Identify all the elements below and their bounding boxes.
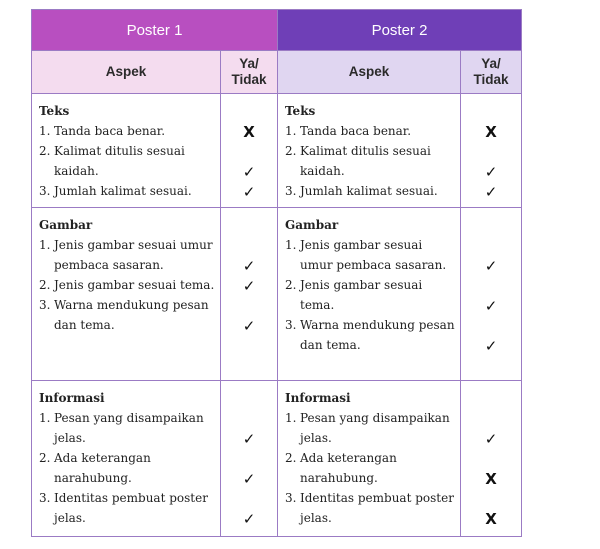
- item-number: 3.: [285, 318, 297, 332]
- section-title: Gambar: [39, 218, 93, 232]
- poster2-teks-marks: [461, 94, 522, 208]
- item-number: 1.: [285, 124, 297, 138]
- aspect-item: [39, 275, 216, 295]
- poster2-aspek-header: Aspek: [278, 51, 461, 94]
- item-text: Ada keterangan narahubung.: [54, 451, 151, 485]
- check-mark-icon: ✓: [242, 469, 256, 488]
- poster1-aspek-header: Aspek: [32, 51, 221, 94]
- aspect-item: [285, 121, 456, 141]
- poster1-gambar-marks: [221, 208, 278, 381]
- tidak-label: Tidak: [231, 72, 267, 87]
- item-text: Tanda baca benar.: [54, 124, 166, 138]
- poster2-gambar-section: [278, 208, 461, 381]
- tidak-label: Tidak: [473, 72, 509, 87]
- poster-comparison-table: [31, 9, 522, 537]
- aspect-item: [39, 408, 216, 448]
- item-number: 1.: [285, 238, 297, 252]
- item-number: 1.: [39, 411, 51, 425]
- section-title: Teks: [39, 104, 70, 118]
- poster1-header: Poster 1: [32, 10, 278, 51]
- item-number: 3.: [285, 184, 297, 198]
- item-number: 3.: [39, 491, 51, 505]
- check-mark-icon: ✓: [242, 182, 256, 201]
- aspect-item: [39, 141, 216, 181]
- aspect-item: [39, 448, 216, 488]
- section-title: Gambar: [285, 218, 339, 232]
- item-number: 2.: [285, 278, 297, 292]
- item-number: 2.: [39, 451, 51, 465]
- check-mark-icon: ✓: [484, 296, 498, 315]
- item-number: 3.: [285, 491, 297, 505]
- aspect-item: [285, 315, 456, 355]
- aspect-item: [39, 121, 216, 141]
- check-mark-icon: ✓: [242, 276, 256, 295]
- aspect-item: [39, 181, 216, 201]
- item-text: Jenis gambar sesuai tema.: [300, 278, 423, 312]
- cross-mark-icon: X: [243, 122, 255, 141]
- check-mark-icon: ✓: [242, 509, 256, 528]
- cross-mark-icon: X: [485, 122, 497, 141]
- item-text: Jumlah kalimat sesuai.: [300, 184, 438, 198]
- poster1-informasi-section: [32, 381, 221, 537]
- item-number: 2.: [285, 144, 297, 158]
- aspect-item: [285, 181, 456, 201]
- section-title: Informasi: [39, 391, 105, 405]
- item-text: Pesan yang disampaikan jelas.: [300, 411, 450, 445]
- item-text: Kalimat ditulis sesuai kaidah.: [54, 144, 185, 178]
- item-text: Jenis gambar sesuai umur pembaca sasaran.: [300, 238, 447, 272]
- aspect-item: [285, 275, 456, 315]
- aspect-item: [39, 295, 216, 335]
- poster2-teks-section: [278, 94, 461, 208]
- aspect-item: [285, 408, 456, 448]
- check-mark-icon: ✓: [484, 256, 498, 275]
- poster2-informasi-marks: [461, 381, 522, 537]
- item-text: Pesan yang disampaikan jelas.: [54, 411, 204, 445]
- item-number: 2.: [285, 451, 297, 465]
- item-number: 3.: [39, 298, 51, 312]
- check-mark-icon: ✓: [484, 336, 498, 355]
- item-text: Jenis gambar sesuai tema.: [54, 278, 215, 292]
- item-number: 2.: [39, 144, 51, 158]
- item-number: 1.: [285, 411, 297, 425]
- check-mark-icon: ✓: [484, 162, 498, 181]
- poster2-header: Poster 2: [278, 10, 522, 51]
- item-text: Ada keterangan narahubung.: [300, 451, 397, 485]
- aspect-item: [285, 488, 456, 528]
- item-text: Jumlah kalimat sesuai.: [54, 184, 192, 198]
- check-mark-icon: ✓: [242, 429, 256, 448]
- poster2-gambar-marks: [461, 208, 522, 381]
- item-text: Identitas pembuat poster jelas.: [54, 491, 208, 525]
- poster1-yatidak-header: [221, 51, 278, 94]
- item-text: Warna mendukung pesan dan tema.: [300, 318, 455, 352]
- check-mark-icon: ✓: [242, 162, 256, 181]
- aspect-item: [285, 448, 456, 488]
- check-mark-icon: ✓: [242, 256, 256, 275]
- poster1-informasi-marks: [221, 381, 278, 537]
- section-title: Informasi: [285, 391, 351, 405]
- item-text: Jenis gambar sesuai umur pembaca sasaran.: [54, 238, 213, 272]
- aspect-item: [39, 488, 216, 528]
- item-text: Identitas pembuat poster jelas.: [300, 491, 454, 525]
- cross-mark-icon: X: [485, 509, 497, 528]
- section-title: Teks: [285, 104, 316, 118]
- item-text: Tanda baca benar.: [300, 124, 412, 138]
- item-number: 1.: [39, 238, 51, 252]
- aspect-item: [285, 141, 456, 181]
- ya-label: Ya/: [239, 56, 259, 71]
- poster1-gambar-section: [32, 208, 221, 381]
- cross-mark-icon: X: [485, 469, 497, 488]
- check-mark-icon: ✓: [484, 429, 498, 448]
- poster2-informasi-section: [278, 381, 461, 537]
- item-number: 1.: [39, 124, 51, 138]
- item-number: 2.: [39, 278, 51, 292]
- poster1-teks-section: [32, 94, 221, 208]
- aspect-item: [285, 235, 456, 275]
- poster1-teks-marks: [221, 94, 278, 208]
- item-text: Kalimat ditulis sesuai kaidah.: [300, 144, 431, 178]
- ya-label: Ya/: [481, 56, 501, 71]
- check-mark-icon: ✓: [242, 316, 256, 335]
- check-mark-icon: ✓: [484, 182, 498, 201]
- poster2-yatidak-header: [461, 51, 522, 94]
- item-number: 3.: [39, 184, 51, 198]
- aspect-item: [39, 235, 216, 275]
- item-text: Warna mendukung pesan dan tema.: [54, 298, 209, 332]
